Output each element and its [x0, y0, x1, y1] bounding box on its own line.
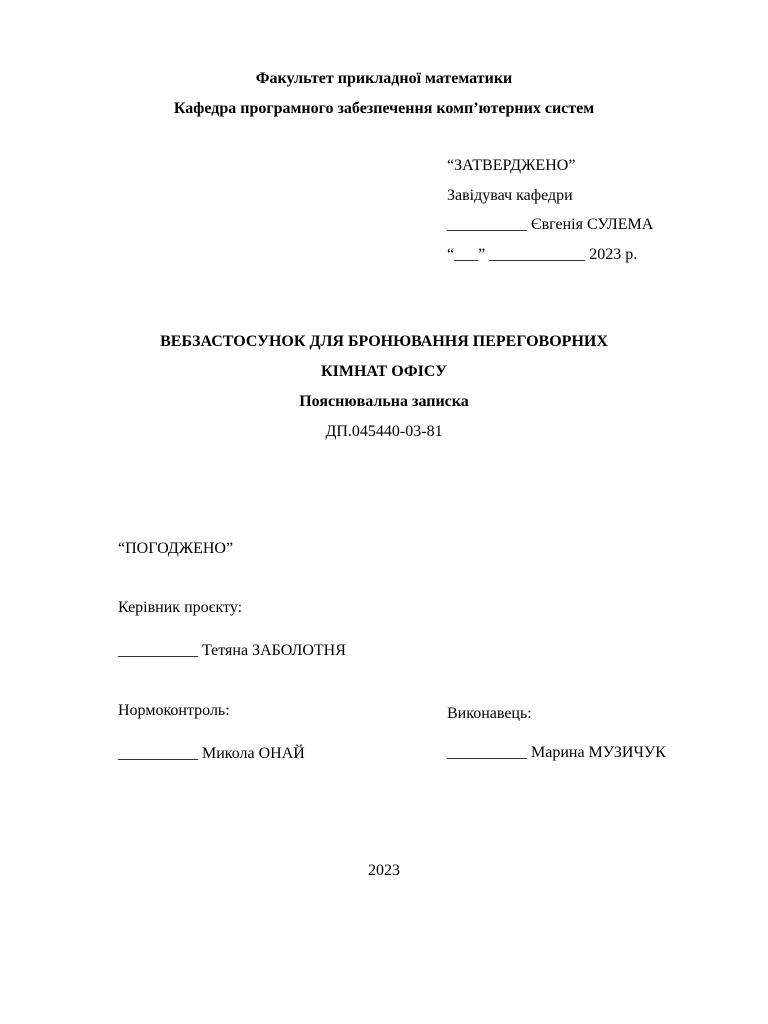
document-type: Пояснювальна записка — [299, 393, 469, 410]
supervisor-signature: __________ Тетяна ЗАБОЛОТНЯ — [118, 642, 346, 659]
approval-signature-line: __________ Євгенія СУЛЕМА — [447, 216, 654, 233]
executor-signature: __________ Марина МУЗИЧУК — [447, 744, 666, 761]
approval-date-line: “___” ____________ 2023 р. — [447, 246, 638, 263]
document-code: ДП.045440-03-81 — [325, 423, 443, 440]
faculty-heading: Факультет прикладної математики — [255, 70, 513, 87]
approval-position: Завідувач кафедри — [447, 187, 573, 204]
document-title-line-2: КІМНАТ ОФІСУ — [321, 363, 447, 380]
document-title-line-1: ВЕБЗАСТОСУНОК ДЛЯ БРОНЮВАННЯ ПЕРЕГОВОРНИХ — [160, 333, 608, 350]
normcontrol-signature: __________ Микола ОНАЙ — [118, 745, 305, 762]
approval-stamp: “ЗАТВЕРДЖЕНО” — [447, 157, 576, 174]
department-heading: Кафедра програмного забезпечення комп’ютерних систем — [173, 100, 595, 117]
normcontrol-label: Нормоконтроль: — [118, 702, 230, 719]
executor-label: Виконавець: — [447, 705, 532, 722]
footer-year: 2023 — [368, 862, 400, 879]
supervisor-label: Керівник проєкту: — [118, 599, 243, 616]
agreement-stamp: “ПОГОДЖЕНО” — [118, 540, 234, 557]
